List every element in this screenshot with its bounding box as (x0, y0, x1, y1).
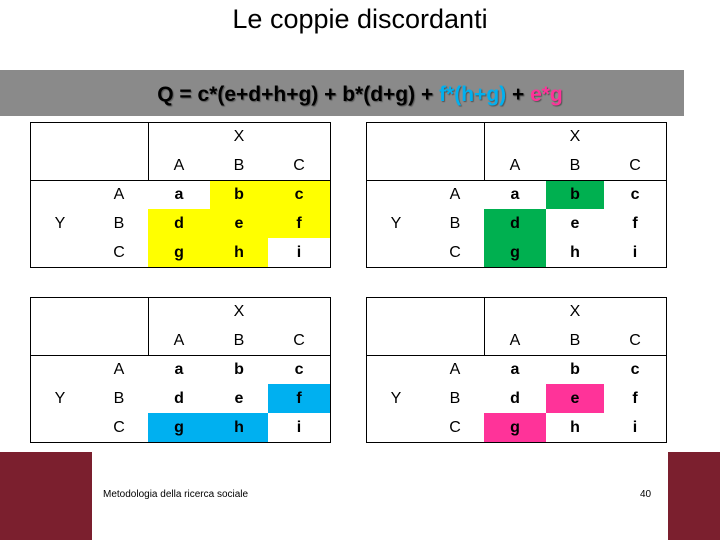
table-cell: g (148, 413, 210, 442)
table-header-line (366, 180, 666, 181)
table-cell: c (630, 360, 640, 378)
table-cell: f (268, 384, 330, 413)
formula (0, 83, 720, 107)
table-cell: e (234, 389, 244, 407)
table-header-line (30, 180, 330, 181)
row-header: B (113, 214, 125, 232)
table-cell: c (630, 185, 640, 203)
table-cell: h (570, 243, 580, 261)
column-header: C (293, 331, 305, 349)
column-header: C (629, 331, 641, 349)
slide-title: Le coppie discordanti (232, 4, 488, 34)
table-cell: d (174, 389, 184, 407)
column-header: B (569, 156, 581, 174)
table-header-divider (148, 122, 149, 180)
column-header: A (173, 331, 185, 349)
table-cell: a (510, 185, 520, 203)
row-variable-label: Y (390, 214, 402, 232)
row-header: A (449, 360, 461, 378)
formula-part-4: e*g (530, 83, 563, 106)
row-header: C (449, 243, 461, 261)
table-cell: e (210, 209, 268, 238)
row-header: C (113, 243, 125, 261)
row-header: B (113, 389, 125, 407)
column-variable-label: X (233, 302, 245, 320)
column-variable-label: X (569, 302, 581, 320)
table-cell: h (210, 238, 268, 267)
column-header: B (233, 156, 245, 174)
column-variable-label: X (233, 127, 245, 145)
table-frame (366, 122, 667, 268)
column-header: B (569, 331, 581, 349)
row-header: C (449, 418, 461, 436)
column-header: A (509, 331, 521, 349)
formula-part-3: + (506, 83, 531, 106)
table-frame (30, 122, 331, 268)
row-header: B (449, 389, 461, 407)
column-header: C (629, 156, 641, 174)
table-frame (366, 297, 667, 443)
table-cell: c (268, 180, 330, 209)
table-cell: i (296, 243, 302, 261)
column-header: C (293, 156, 305, 174)
row-header: C (113, 418, 125, 436)
table-cell: b (546, 180, 604, 209)
table-cell: b (234, 360, 244, 378)
table-cell: d (510, 389, 520, 407)
table-cell: b (210, 180, 268, 209)
table-cell: f (632, 214, 638, 232)
table-header-divider (484, 122, 485, 180)
table-cell: e (570, 214, 580, 232)
table-cell: d (484, 209, 546, 238)
row-variable-label: Y (390, 389, 402, 407)
row-variable-label: Y (54, 389, 66, 407)
table-cell: i (296, 418, 302, 436)
table-header-divider (148, 297, 149, 355)
column-header: A (509, 156, 521, 174)
table-header-divider (484, 297, 485, 355)
table-cell: f (632, 389, 638, 407)
row-header: A (449, 185, 461, 203)
column-header: A (173, 156, 185, 174)
page-number: 40 (640, 489, 652, 500)
formula-part-2: f*(h+g) (439, 83, 507, 106)
table-cell: a (174, 185, 184, 203)
column-header: B (233, 331, 245, 349)
table-frame (30, 297, 331, 443)
table-header-line (366, 355, 666, 356)
formula-part-1: Q = c*(e+d+h+g) + b*(d+g) + (157, 83, 440, 106)
table-cell: h (570, 418, 580, 436)
row-header: A (113, 185, 125, 203)
row-header: A (113, 360, 125, 378)
table-cell: g (148, 238, 210, 267)
table-cell: g (484, 238, 546, 267)
row-variable-label: Y (54, 214, 66, 232)
table-cell: e (546, 384, 604, 413)
row-header: B (449, 214, 461, 232)
table-cell: a (174, 360, 184, 378)
footer-course-name: Metodologia della ricerca sociale (103, 489, 249, 500)
table-cell: a (510, 360, 520, 378)
column-variable-label: X (569, 127, 581, 145)
table-cell: i (632, 243, 638, 261)
table-cell: g (484, 413, 546, 442)
table-cell: f (268, 209, 330, 238)
table-cell: c (294, 360, 304, 378)
table-cell: i (632, 418, 638, 436)
table-cell: b (570, 360, 580, 378)
table-header-line (30, 355, 330, 356)
table-cell: d (148, 209, 210, 238)
table-cell: h (210, 413, 268, 442)
